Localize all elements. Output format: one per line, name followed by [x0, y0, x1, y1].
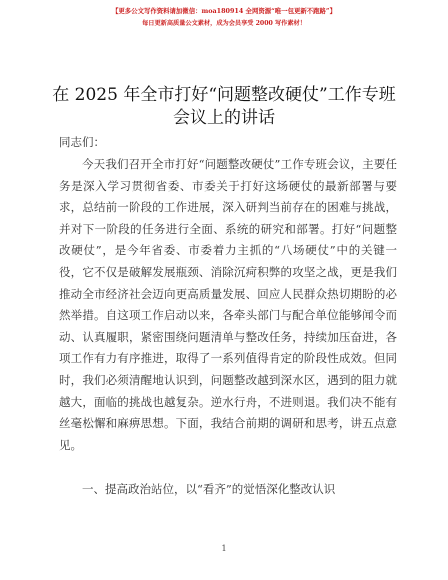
document-title-line-1: 在 2025 年全市打好“问题整改硬仗”工作专班	[52, 85, 396, 105]
body-paragraph: 今天我们召开全市打好“问题整改硬仗”工作专班会议，主要任务是深入学习贯彻省委、市委关于打好这场硬仗的最新部署与要求，总结前一阶段的工作进展，深入研判当前存在的困难与挑战，并对下一阶段的任务进行全面、系统的研究和部署。打好“问题整改硬仗”，是今年省委、市委着力主抓的“八场硬仗”中的关键一役，它不仅是破解发展瓶颈、消除沉疴积弊的攻坚之战，更是我们推动全市经济社会迈向更高质量发展、回应人民群众热切期盼的必然举措。自这项工作启动以来，各牵头部门与配合单位能够闻令而动、认真履职，紧密围绕问题清单与整改任务，持续加压奋进，各项工作有力有序推进，取得了一系列值得肯定的阶段性成效。但同时，我们必须清醒地认识到，问题整改越到深水区，遇到的阻力就越大，面临的挑战也越复杂。逆水行舟，不进则退。我们决不能有丝毫松懈和麻痹思想。下面，我结合前期的调研和思考，讲五点意见。	[59, 157, 397, 452]
promo-banner-line-1: 【更多公文写作资料请加微信：moa180914 全网资源“唯一包更新不跑路”】	[112, 7, 336, 15]
document-title-line-2: 会议上的讲话	[173, 108, 275, 128]
page-number: 1	[221, 544, 227, 553]
salutation: 同志们：	[59, 135, 105, 149]
section-heading: 一、提高政治站位，以“看齐”的觉悟深化整改认识	[82, 482, 336, 496]
promo-banner-line-2: 每日更新高质量公文素材，成为会员享受 2000 写作素材！	[142, 20, 306, 27]
